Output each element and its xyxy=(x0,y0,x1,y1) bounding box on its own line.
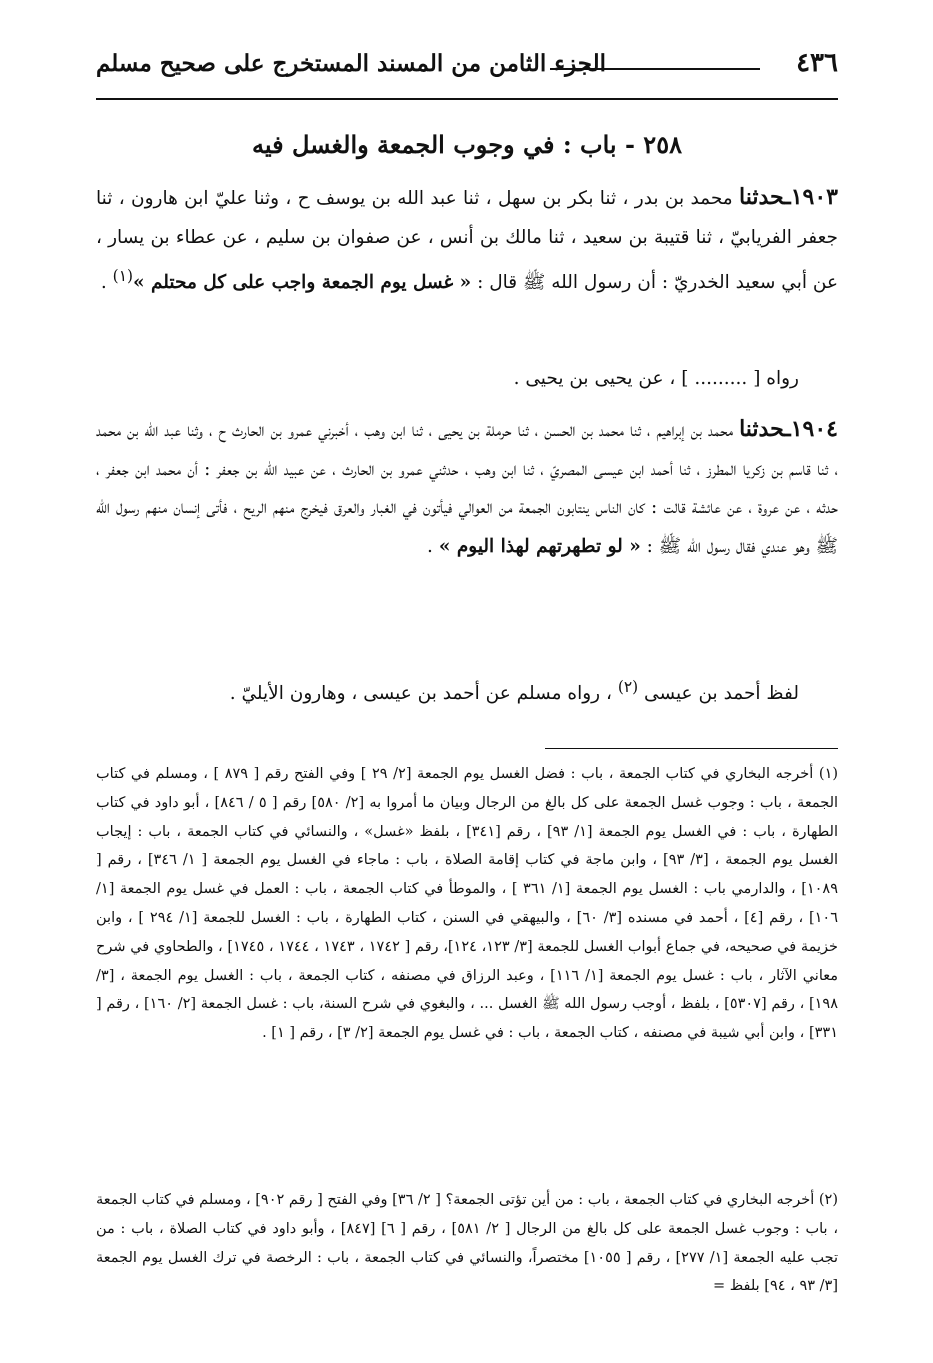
riwayah-1903: رواه [ ......... ] ، عن يحيى بن يحيى . xyxy=(513,368,799,389)
isnad-text: محمد بن إبراهيم ، ثنا محمد بن الحسن ، ثنا حرملة بن يحيى ، ثنا ابن وهب ، أخبرني عمرو بن الحارث ح ، وثنا عبد الله بن محمد ، ثنا قاسم بن زكريا المطرز ، ثنا أحمد ابن عيسى المصريّ ، ثنا ابن وهب ، حدثني عمرو بن الحارث ، عن عبيد الله بن جعفر : أن محمد ابن جعفر ، حدثه ، عن عروة ، عن عائشة قالت : كان الناس ينتابون الجمعة من العوالي فيأتون في الغبار والعرق فيخرج منهم الريح ، فأتى إنسان منهم رسول الله ﷺ وهو عندي فقال رسول الله ﷺ : xyxy=(96,420,838,557)
hadith-number: ١٩٠٣ـ xyxy=(784,184,838,210)
sentence-end: . xyxy=(100,272,113,294)
footnote-ref: (٢) xyxy=(617,678,639,696)
hadith-1904 xyxy=(96,410,838,566)
sentence-end: . xyxy=(427,535,439,557)
running-title: الجزء الثامن من المسند المستخرج على صحيح مسلم xyxy=(96,50,606,77)
hadith-quote: « غسل يوم الجمعة واجب على كل محتلم » xyxy=(132,272,472,294)
haddathana-word: حدثنا xyxy=(739,416,785,442)
footnote-1 xyxy=(96,760,838,1048)
footnote-ref: (١) xyxy=(112,267,133,285)
hadith-quote: « لو تطهرتهم لهذا اليوم » xyxy=(438,535,641,557)
page-number: ٤٣٦ xyxy=(796,48,838,78)
footnote-2 xyxy=(96,1186,838,1301)
haddathana-word: حدثنا xyxy=(739,184,785,210)
riwayah-lead: لفظ أحمد بن عيسى xyxy=(644,683,799,705)
chapter-heading: ٢٥٨ - باب : في وجوب الجمعة والغسل فيه xyxy=(252,130,682,159)
footnote-separator xyxy=(545,748,838,749)
footnote-marker: (٢) xyxy=(818,1192,838,1208)
hadith-1903 xyxy=(96,178,838,303)
running-header xyxy=(96,44,838,100)
isnad-text: محمد بن بدر ، ثنا بكر بن سهل ، ثنا عبد الله بن يوسف ح ، وثنا عليّ ابن هارون ، ثنا جعفر الفريابيّ ، ثنا قتيبة بن سعيد ، ثنا مالك بن أنس ، عن صفوان بن سليم ، عن عطاء بن يسار ، عن أبي سعيد الخدريّ : أن رسول الله ﷺ قال : xyxy=(96,188,838,294)
footnote-text: أخرجه البخاري في كتاب الجمعة ، باب : فضل الغسل يوم الجمعة [٢/ ٢٩ ] وفي الفتح رقم [ ٨٧٩ ] ، ومسلم في كتاب الجمعة ، باب : وجوب غسل الجمعة على كل بالغ من الرجال وبيان ما أمروا به [٢/ ٥٨٠] رقم [ ٥ / ٨٤٦] ، أبو داود في كتاب الطهارة ، باب : في الغسل يوم الجمعة [١/ ٩٣] ، رقم [٣٤١] ، بلفظ «غسل» ، والنسائي في كتاب الجمعة ، باب : إيجاب الغسل يوم الجمعة ، [٣/ ٩٣] ، وابن ماجة في كتاب إقامة الصلاة ، باب : ماجاء في الغسل يوم الجمعة [ ١/ ٣٤٦] ، رقم [ ١٠٨٩] ، والدارمي باب : الغسل يوم الجمعة [١/ ٣٦١ ] ، والموطأ في كتاب الجمعة ، باب : العمل في غسل يوم الجمعة [١/ ١٠٦] ، رقم [٤] ، أحمد في مسنده [٣/ ٦٠] ، والبيهقي في السنن ، كتاب الطهارة ، باب : الغسل للجمعة [١/ ٢٩٤ ] ، وابن خزيمة في صحيحه، في جماع أبواب الغسل للجمعة [٣/ ١٢٣، ١٢٤]، رقم [ ١٧٤٢ ، ١٧٤٣ ، ١٧٤٤ ، ١٧٤٥] ، والطحاوي في شرح معاني الآثار ، باب : غسل يوم الجمعة [١/ ١١٦] ، وعبد الرزاق في مصنفه ، كتاب الجمعة ، باب : الغسل يوم الجمعة ، [٣/ ١٩٨] ، رقم [٥٣٠٧] ، بلفظ ، أوجب رسول الله ﷺ الغسل ... ، والبغوي في شرح السنة، باب : غسل الجمعة [٢/ ١٦٠] ، رقم [ ٣٣١] ، وابن أبي شيبة في مصنفه ، كتاب الجمعة ، باب : في غسل يوم الجمعة [٢/ ٣] ، رقم [ ١] . xyxy=(96,766,839,1042)
riwayah-rest: ، رواه مسلم عن أحمد بن عيسى ، وهارون الأيليّ . xyxy=(229,683,612,705)
footnote-marker: (١) xyxy=(818,766,839,782)
footnote-text: أخرجه البخاري في كتاب الجمعة ، باب : من أين تؤتى الجمعة؟ [ ٢/ ٣٦] وفي الفتح [ رقم ٩٠٢] ، ومسلم في كتاب الجمعة ، باب : وجوب غسل الجمعة على كل بالغ من الرجال [ ٢/ ٥٨١] ، رقم [ ٦] [٨٤٧] ، وأبو داود في كتاب الصلاة ، باب : من تجب عليه الجمعة [١/ ٢٧٧] ، رقم [ ١٠٥٥] مختصراً، والنسائي في كتاب الجمعة ، باب : الرخصة في ترك الغسل يوم الجمعة [٣/ ٩٣ ، ٩٤] بلفظ = xyxy=(96,1192,839,1295)
hadith-number: ١٩٠٤ـ xyxy=(784,416,838,442)
riwayah-1904 xyxy=(230,678,799,704)
